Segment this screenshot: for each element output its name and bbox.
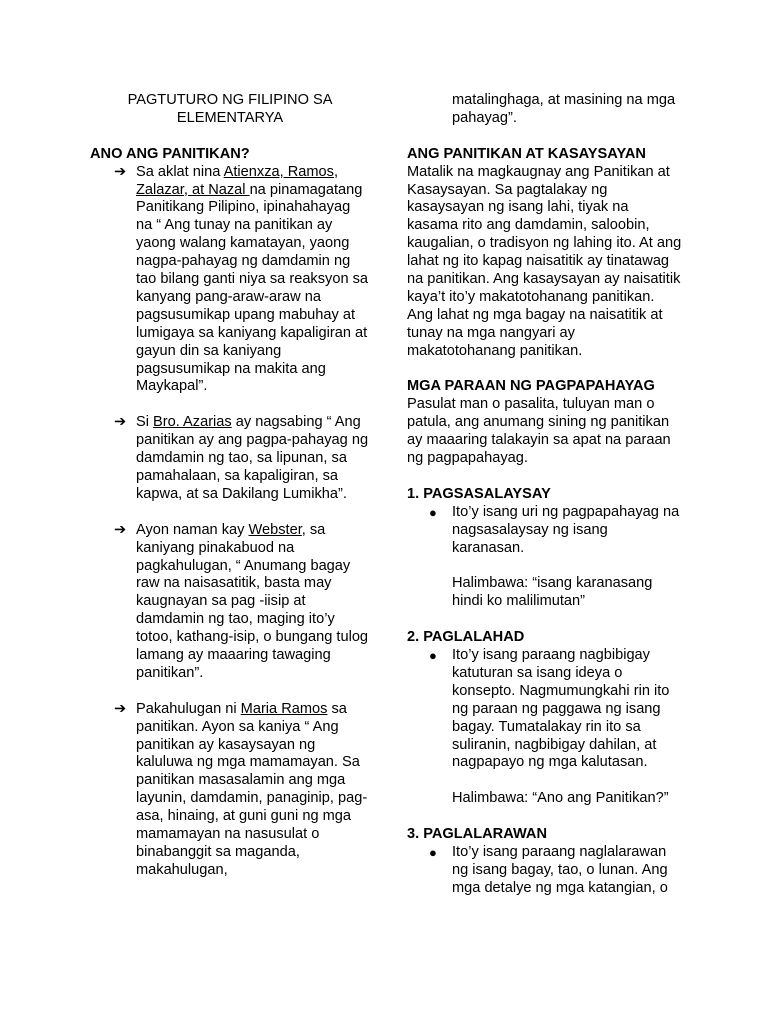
definition-list	[90, 164, 370, 880]
example-text: Halimbawa: “isang karanasang hindi ko malilimutan”	[452, 575, 653, 610]
section-heading-mga-paraan: MGA PARAAN NG PAGPAPAHAYAG	[407, 378, 655, 395]
spacer	[407, 468, 682, 486]
item-text: Si	[136, 414, 154, 431]
way-heading-pagsasalaysay: 1. PAGSASALAYSAY	[407, 485, 551, 502]
right-column	[407, 92, 682, 898]
item-text: Ito’y isang paraang nagbibigay katuturan sa isang ideya o konsepto. Nagmumungkahi rin ito ng paraan ng paggawa ng isang bagay. Tumatalakay rin ito sa suliranin, nagbibigay dahilan, at nagpapayo ng mga kalutasan.	[452, 647, 670, 771]
continuation-text: matalinghaga, at masining na mga pahayag”.	[452, 92, 676, 126]
way-list	[407, 504, 682, 611]
item-text: sa panitikan. Ayon sa kaniya “ Ang panitikan ay kasaysayan ng kaluluwa ng mga mamamayan. Sa panitikan masasalamin ang mga layunin, damdamin, panaginip, pag-asa, hinaing, at guni guni ng mga mamamayan na nasusulat o binabanggit sa maganda, makahulugan,	[136, 700, 368, 878]
spacer	[452, 772, 682, 790]
list-item	[90, 701, 370, 880]
example-text: Halimbawa: “Ano ang Panitikan?”	[452, 790, 669, 807]
way-heading-paglalahad: 2. PAGLALAHAD	[407, 629, 525, 646]
list-item	[407, 647, 682, 808]
spacer	[90, 683, 370, 701]
item-text: Ito’y isang uri ng pagpapahayag na nagsasalaysay ng isang karanasan.	[452, 503, 680, 556]
section-body: Pasulat man o pasalita, tuluyan man o patula, ang anumang sining ng panitikan ay maaaring talakayin sa apat na paraan ng pagpapahayag.	[407, 396, 671, 467]
spacer	[407, 611, 682, 629]
spacer	[407, 808, 682, 826]
item-text: Ito’y isang paraang naglalarawan ng isang bagay, tao, o lunan. Ang mga detalye ng mga katangian, o	[452, 843, 668, 896]
spacer	[452, 558, 682, 576]
section-heading-panitikan-kasaysayan: ANG PANITIKAN AT KASAYSAYAN	[407, 145, 646, 162]
section-heading-ano-ang-panitikan: ANO ANG PANITIKAN?	[90, 145, 250, 162]
item-text: ay nagsabing “ Ang panitikan ay ang pagpa-pahayag ng damdamin ng tao, sa lipunan, sa pamahalaan, sa kapaligiran, sa kapwa, at sa Dakilang Lumikha”.	[136, 414, 369, 502]
spacer	[407, 361, 682, 379]
author-link[interactable]: Bro. Azarias	[153, 414, 232, 431]
spacer	[90, 504, 370, 522]
spacer	[90, 128, 370, 146]
list-item	[90, 522, 370, 683]
author-link[interactable]: Webster	[248, 521, 302, 538]
spacer	[407, 128, 682, 146]
way-list	[407, 647, 682, 808]
arrow-bullet-icon: ➔	[114, 521, 127, 538]
left-column	[90, 92, 370, 880]
arrow-bullet-icon: ➔	[114, 414, 127, 431]
arrow-bullet-icon: ➔	[114, 700, 127, 717]
list-item	[90, 164, 370, 397]
list-item	[407, 504, 682, 611]
item-text: Ayon naman kay	[136, 521, 249, 538]
way-list	[407, 844, 682, 898]
list-item	[90, 414, 370, 504]
spacer	[90, 396, 370, 414]
dot-bullet-icon: ●	[429, 648, 437, 664]
section-body: Matalik na magkaugnay ang Panitikan at Kasaysayan. Sa pagtalakay ng kasaysayan ng isang lahi, tiyak na kasama rito ang damdamin, saloobin, kaugalian, o tradisyon ng lahing ito. At ang lahat ng ito kapag naisatitik ay tinatawag na panitikan. Ang kasaysayan ay naisatitik kaya’t ito’y makatotohanang panitikan. Ang lahat ng mga bagay na naisatitik at tunay na mga nangyari ay makatotohanang panitikan.	[407, 163, 682, 359]
item-text: Sa aklat nina	[136, 163, 224, 180]
dot-bullet-icon: ●	[429, 504, 437, 520]
author-link[interactable]: Atienxza, Ramos, Zalazar, at Nazal	[136, 163, 339, 198]
way-heading-paglalarawan: 3. PAGLALARAWAN	[407, 826, 547, 843]
author-link[interactable]: Maria Ramos	[240, 700, 328, 717]
item-text: Pakahulugan ni	[136, 700, 241, 717]
list-item	[407, 844, 682, 898]
dot-bullet-icon: ●	[429, 844, 437, 860]
page-title-line1: PAGTUTURO NG FILIPINO SA	[127, 92, 333, 108]
item-text: , sa kaniyang pinakabuod na pagkahulugan, “ Anumang bagay raw na naisasatitik, basta may kaugnayan sa pag -iisip at damdamin ng tao, maging ito’y totoo, kathang-isip, o bungang tulog lamang ay maaaring tawaging panitikan”.	[136, 521, 369, 681]
page-title-line2: ELEMENTARYA	[176, 109, 284, 126]
arrow-bullet-icon: ➔	[114, 163, 127, 180]
item-text: na pinamagatang Panitikang Pilipino, ipinahahayag na “ Ang tunay na panitikan ay yaong walang kamatayan, yaong nagpa-pahayag ng damdamin ng tao bilang ganti niya sa reaksyon sa kanyang pang-araw-araw na pagsusumikap upang mabuhay at lumigaya sa kaniyang kapaligiran at gayun din sa kaniyang pagsusumikap na makita ang Maykapal”.	[136, 181, 369, 395]
